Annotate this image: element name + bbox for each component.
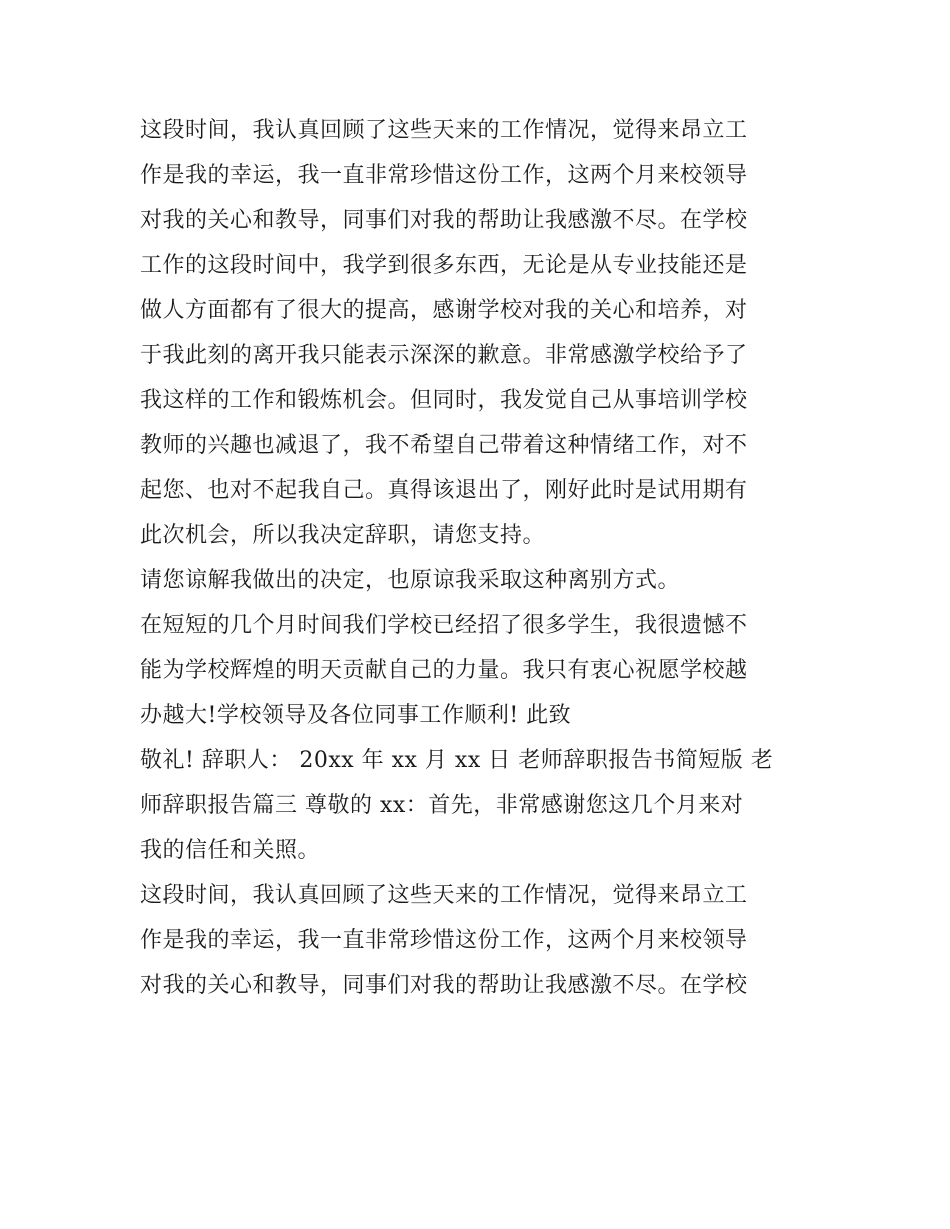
text-line: 工作的这段时间中，我学到很多东西，无论是从专业技能还是 (140, 253, 748, 278)
text-line: 敬礼! 辞职人： 20xx 年 xx 月 xx 日 老师辞职报告书简短版 老 (140, 748, 774, 773)
text-line: 在短短的几个月时间我们学校已经招了很多学生，我很遗憾不 (140, 613, 748, 638)
text-line: 作是我的幸运，我一直非常珍惜这份工作，这两个月来校领导 (140, 163, 748, 188)
text-line: 这段时间，我认真回顾了这些天来的工作情况，觉得来昂立工 (140, 883, 748, 908)
text-line: 办越大!学校领导及各位同事工作顺利! 此致 (140, 703, 572, 728)
text-line: 此次机会，所以我决定辞职，请您支持。 (140, 523, 546, 548)
text-line: 于我此刻的离开我只能表示深深的歉意。非常感激学校给予了 (140, 343, 748, 368)
text-line: 我这样的工作和锻炼机会。但同时，我发觉自己从事培训学校 (140, 388, 748, 413)
text-line: 教师的兴趣也减退了，我不希望自己带着这种情绪工作，对不 (140, 433, 748, 458)
text-line: 我的信任和关照。 (140, 838, 321, 863)
text-line: 做人方面都有了很大的提高，感谢学校对我的关心和培养，对 (140, 298, 748, 323)
text-line: 师辞职报告篇三 尊敬的 xx：首先，非常感谢您这几个月来对 (140, 793, 744, 818)
text-line: 请您谅解我做出的决定，也原谅我采取这种离别方式。 (140, 568, 681, 593)
text-line: 对我的关心和教导，同事们对我的帮助让我感激不尽。在学校 (140, 208, 748, 233)
text-line: 起您、也对不起我自己。真得该退出了，刚好此时是试用期有 (140, 478, 748, 503)
text-line: 作是我的幸运，我一直非常珍惜这份工作，这两个月来校领导 (140, 928, 748, 953)
text-line: 这段时间，我认真回顾了这些天来的工作情况，觉得来昂立工 (140, 118, 748, 143)
text-line: 能为学校辉煌的明天贡献自己的力量。我只有衷心祝愿学校越 (140, 658, 748, 683)
text-line: 对我的关心和教导，同事们对我的帮助让我感激不尽。在学校 (140, 973, 748, 998)
document-body (140, 108, 830, 1008)
